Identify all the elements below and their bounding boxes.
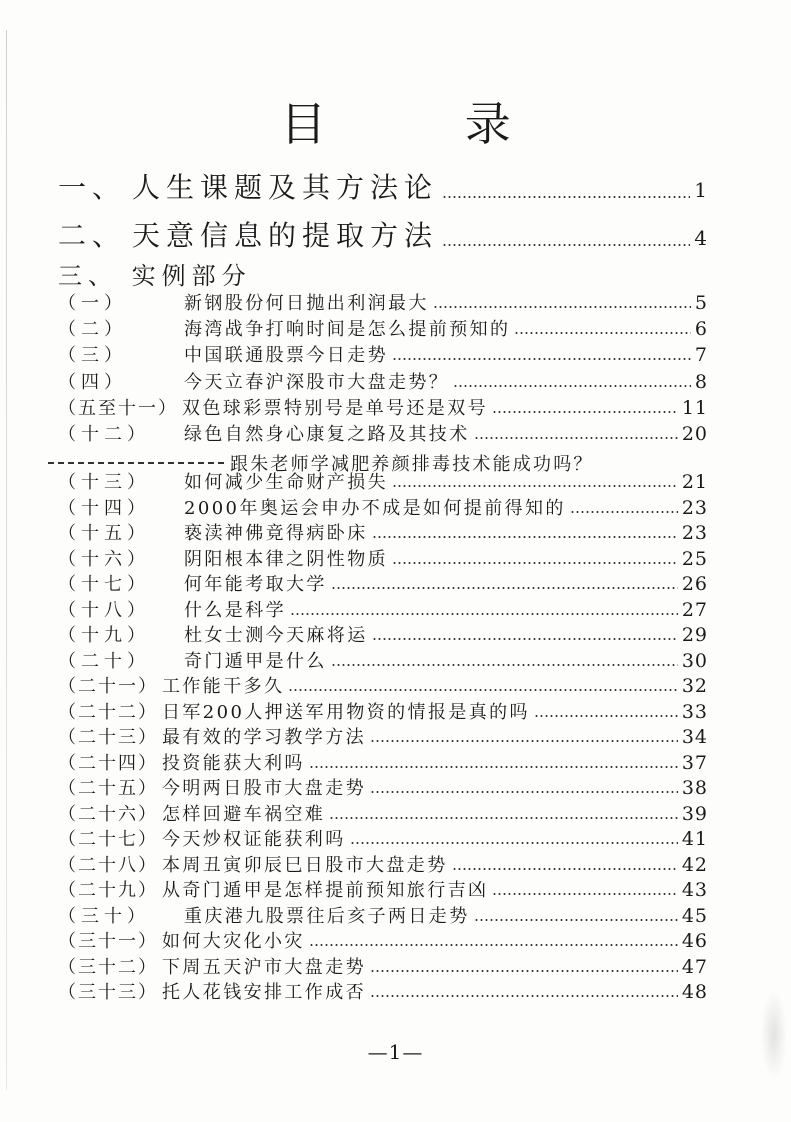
dot-leader: [492, 411, 678, 413]
toc-entry-title: 2000年奥运会申办不成是如何提前得知的: [184, 497, 566, 519]
toc-entry-page: 6: [694, 318, 708, 341]
toc-entry-number: （二十二）: [58, 701, 158, 723]
toc-entry: [58, 876, 708, 902]
dot-leader: [372, 638, 678, 640]
toc-entry-number: （三十）: [58, 905, 150, 927]
dot-leader: [370, 995, 678, 997]
toc-entry-page: 21: [681, 471, 708, 493]
toc-entry: [58, 468, 708, 494]
toc-entry-number: （十二）: [58, 424, 150, 445]
toc-entry-page: 26: [681, 573, 708, 595]
toc-entry: [58, 774, 708, 800]
toc-entry-title: 本周丑寅卯辰巳日股市大盘走势: [162, 854, 448, 876]
toc-entry-title: 人生课题及其方法论: [132, 171, 439, 204]
toc-entry-title: 天意信息的提取方法: [132, 219, 439, 252]
toc-entry-number: （三十一）: [58, 931, 158, 952]
dot-leader: [433, 306, 691, 308]
toc-entry-page: 38: [681, 777, 708, 799]
toc-entry: [58, 621, 708, 647]
toc-entry: [58, 902, 708, 928]
toc-entry-page: 5: [694, 292, 708, 314]
toc-entry-page: 34: [681, 726, 708, 748]
dot-leader: [309, 944, 678, 946]
toc-entry-number: （十四）: [58, 497, 150, 519]
toc-entry-title: 如何大灾化小灾: [162, 931, 305, 952]
toc-entry-number: （二十八）: [58, 854, 158, 876]
dot-leader: [331, 587, 678, 589]
section-heading-examples: 三、 实例部分: [58, 262, 252, 290]
dot-leader: [442, 196, 690, 198]
toc-entry: [58, 570, 708, 596]
toc-entry: [58, 749, 708, 775]
page-edge-line: [6, 30, 7, 1090]
toc-entry-title: 最有效的学习教学方法: [162, 727, 366, 748]
dot-leader: [350, 842, 678, 844]
toc-entry-page: 1: [694, 178, 708, 202]
toc-entry-page: 7: [694, 344, 708, 367]
toc-entry-number: （三）: [58, 345, 127, 367]
toc-entry: [58, 953, 708, 979]
toc-entry-number: （一）: [58, 293, 127, 314]
toc-entry-page: 27: [681, 598, 708, 621]
toc-entry-page: 8: [694, 370, 708, 393]
dash-leader: [48, 462, 226, 464]
dot-leader: [392, 485, 678, 487]
toc-entry-number: （五至十一）: [58, 397, 178, 419]
dot-leader: [474, 919, 678, 921]
toc-entry-title: 海湾战争打响时间是怎么提前预知的: [184, 319, 511, 341]
toc-entry-number: （二十四）: [58, 752, 158, 774]
dot-leader: [370, 740, 678, 742]
toc-entry-page: 33: [681, 700, 708, 723]
toc-entry-page: 25: [681, 547, 708, 570]
toc-entry-page: 45: [681, 904, 708, 927]
toc-entry-page: 42: [681, 853, 708, 876]
toc-entry-page: 4: [694, 226, 708, 250]
dot-leader: [370, 970, 678, 972]
toc-entry-title: 绿色自然身心康复之路及其技术: [184, 424, 470, 445]
dot-leader: [514, 332, 691, 334]
toc-entry-page: 11: [681, 396, 708, 419]
toc-entry-number: （十八）: [58, 599, 150, 621]
toc-entry-number: （十九）: [58, 625, 150, 646]
toc-entry: [58, 596, 708, 622]
toc-entry-title: 怎样回避车祸空难: [162, 803, 326, 825]
toc-entry: [58, 825, 708, 851]
toc-entry-page: 37: [681, 751, 708, 774]
toc-entry: [58, 315, 708, 341]
dot-leader: [392, 562, 678, 564]
toc-subtitle-text: 跟朱老师学减肥养颜排毒技术能成功吗？: [230, 454, 594, 475]
toc-entry-page: 41: [681, 828, 708, 850]
toc-entry: [58, 341, 708, 367]
toc-entry: [58, 166, 708, 206]
toc-entry: [58, 394, 708, 420]
dot-leader: [492, 893, 677, 895]
toc-entry: [58, 851, 708, 877]
toc-entry-page: 43: [681, 879, 708, 901]
dot-leader: [370, 791, 678, 793]
toc-entry: [58, 698, 708, 724]
toc-entry: [58, 800, 708, 826]
toc-entry-number: （三十二）: [58, 956, 158, 978]
toc-entry-page: 30: [681, 649, 708, 672]
toc-entry: [58, 289, 708, 315]
page-title: 目 录: [280, 97, 573, 151]
dot-leader: [329, 817, 678, 819]
toc-entry-number: （二十）: [58, 650, 150, 672]
toc-entry-number: （二十七）: [58, 829, 158, 850]
dot-leader: [331, 664, 678, 666]
toc-entry: [58, 545, 708, 571]
toc-entry-title: 重庆港九股票往后亥子两日走势: [184, 905, 470, 927]
toc-entry-page: 48: [681, 981, 708, 1003]
toc-entry-number: （二十九）: [58, 880, 158, 901]
toc-entry: [58, 368, 708, 394]
toc-entry-number: 一、: [58, 171, 127, 204]
toc-entry-title: 投资能获大利吗: [162, 752, 305, 774]
toc-entry-page: 47: [681, 955, 708, 978]
toc-entry-number: 二、: [58, 219, 127, 252]
toc-entry-title: 今天立春沪深股市大盘走势？: [184, 371, 450, 393]
toc-entry-number: （四）: [58, 371, 127, 393]
toc-entry-title: 何年能考取大学: [184, 574, 327, 595]
toc-entry-title: 工作能干多久: [162, 676, 285, 697]
dot-leader: [290, 613, 678, 615]
toc-entry-title: 双色球彩票特别号是单号还是双号: [182, 397, 488, 419]
toc-entry-title: 如何减少生命财产损失: [184, 472, 388, 493]
dot-leader: [392, 358, 691, 360]
toc-entry-page: 20: [681, 423, 708, 445]
toc-entry-page: 39: [681, 802, 708, 825]
dot-leader: [453, 385, 691, 387]
dot-leader: [570, 511, 678, 513]
toc-entry-number: （二十一）: [58, 676, 158, 697]
toc-entry-title: 杜女士测今天麻将运: [184, 625, 368, 646]
toc-entry-page: 46: [681, 930, 708, 952]
dot-leader: [309, 766, 678, 768]
toc-entry-title: 什么是科学: [184, 599, 286, 621]
toc-entry-title: 下周五天沪市大盘走势: [162, 956, 366, 978]
toc-entry-number: （十三）: [58, 472, 150, 493]
toc-entry: [58, 647, 708, 673]
toc-entry-number: （二十五）: [58, 778, 158, 799]
toc-entry-title: 中国联通股票今日走势: [184, 345, 388, 367]
toc-entry-number: （十七）: [58, 574, 150, 595]
toc-entry-title: 今明两日股市大盘走势: [162, 778, 366, 799]
toc-entry-page: 29: [681, 624, 708, 646]
toc-entry-title: 阴阳根本律之阴性物质: [184, 548, 388, 570]
toc-entry-number: （二十三）: [58, 727, 158, 748]
toc-entry-title: 新钢股份何日抛出利润最大: [184, 293, 429, 314]
toc-entry-page: 23: [681, 496, 708, 519]
toc-entry-title: 从奇门遁甲是怎样提前预知旅行吉凶: [162, 880, 489, 901]
dot-leader: [288, 689, 677, 691]
dot-leader: [534, 715, 678, 717]
toc-entry-title: 奇门遁甲是什么: [184, 650, 327, 672]
toc-entry: [58, 978, 708, 1004]
page-number: —1—: [367, 1040, 424, 1064]
dot-leader: [474, 437, 678, 439]
toc-entry: [58, 420, 708, 446]
toc-entry: [58, 927, 708, 953]
toc-entry: [58, 723, 708, 749]
dot-leader: [442, 244, 690, 246]
scan-smudge: [761, 990, 787, 1080]
toc-entry-title: 日军200人押送军用物资的情报是真的吗: [162, 701, 530, 723]
toc-entry-title: 托人花钱安排工作成否: [162, 982, 366, 1003]
toc-entry: [58, 519, 708, 545]
toc-entry-number: （十五）: [58, 523, 150, 544]
toc-entry-page: 23: [681, 522, 708, 544]
dot-leader: [372, 536, 678, 538]
toc-entry-number: （三十三）: [58, 982, 158, 1003]
toc-entry-number: （二）: [58, 319, 127, 341]
toc-entry: [58, 494, 708, 520]
toc-entry-page: 32: [681, 675, 708, 697]
dot-leader: [452, 868, 678, 870]
toc-entry: [58, 672, 708, 698]
toc-entry-number: （二十六）: [58, 803, 158, 825]
toc-entry-title: 亵渎神佛竟得病卧床: [184, 523, 368, 544]
toc-entry-number: （十六）: [58, 548, 150, 570]
toc-entry: [58, 214, 708, 254]
toc-entry-title: 今天炒权证能获利吗: [162, 829, 346, 850]
